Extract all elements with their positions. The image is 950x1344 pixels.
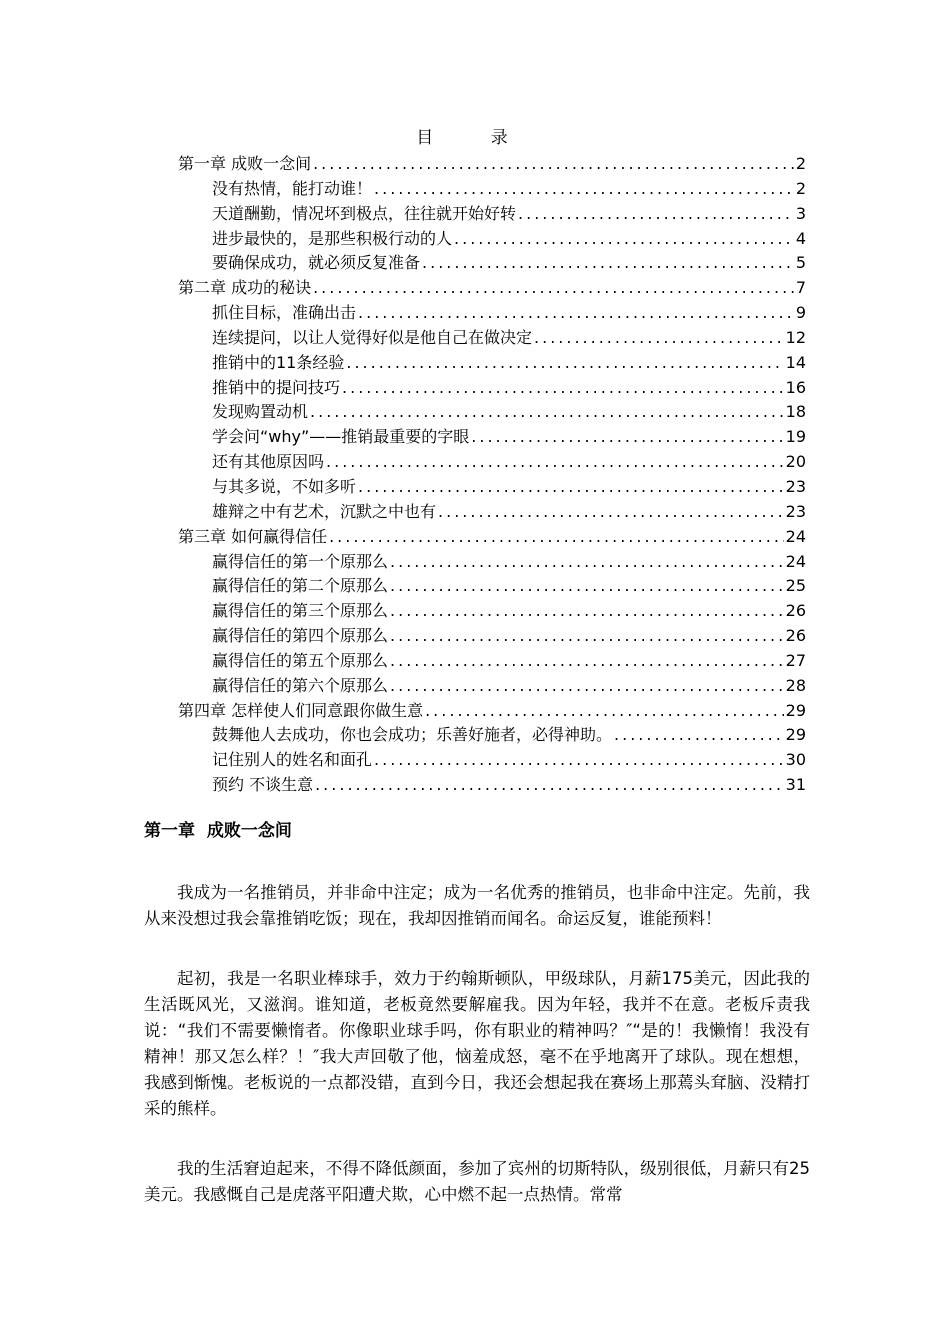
toc-entry-text: 预约 不谈生意	[212, 775, 314, 795]
toc-entry-text: 天道酬勤，情况坏到极点，往往就开始好转	[212, 203, 517, 223]
toc-entry-text: 还有其他原因吗	[212, 452, 325, 472]
toc-entry-text: 抓住目标，准确出击	[212, 303, 357, 323]
toc-section-entry[interactable]	[178, 450, 806, 475]
toc-page-number: 24	[785, 551, 806, 571]
toc-dot-leader	[390, 649, 784, 673]
toc-page-number: 30	[785, 750, 806, 770]
toc-section-entry[interactable]	[178, 326, 806, 351]
toc-page-number: 9	[795, 303, 806, 323]
toc-dot-leader	[313, 152, 794, 176]
toc-dot-leader	[422, 251, 794, 275]
toc-entry-text: 记住别人的姓名和面孔	[212, 750, 373, 770]
paragraph-text: 起初，我是一名职业棒球手，效力于约翰斯顿队，甲级球队，月薪175美元，因此我的生活既风光，又滋润。谁知道，老板竟然要解雇我。因为年轻，我并不在意。老板斥责我说：“我们不需要懒惰者。你像职业球手吗，你有职业的精神吗？″“是的！我懒惰！我没有精神！那又怎么样？！″我大声回敬了他，恼羞成怒，毫不在乎地离开了球队。现在想想，我感到惭愧。老板说的一点都没错，直到今日，我还会想起我在赛场上那蔫头耷脑、没精打采的熊样。	[144, 969, 810, 1118]
toc-entry-text: 赢得信任的第五个原那么	[212, 650, 389, 670]
chapter-heading: 第一章 成败一念间	[144, 821, 292, 841]
toc-dot-leader	[358, 475, 784, 499]
toc-page-number: 23	[785, 476, 806, 496]
toc-entry-text: 赢得信任的第六个原那么	[212, 675, 389, 695]
toc-section-entry[interactable]	[178, 773, 806, 798]
toc-entry-text: 推销中的11条经验	[212, 352, 345, 372]
toc-dot-leader	[374, 177, 794, 201]
toc-entry-text: 推销中的提问技巧	[212, 377, 341, 397]
toc-page-number: 27	[785, 650, 806, 670]
body-paragraph-3	[144, 1156, 810, 1208]
toc-entry-text: 赢得信任的第一个原那么	[212, 551, 389, 571]
toc-section-entry[interactable]	[178, 475, 806, 500]
toc-section-entry[interactable]	[178, 425, 806, 450]
toc-dot-leader	[390, 599, 784, 623]
toc-entry-text: 第一章 成败一念间	[178, 154, 312, 173]
paragraph-text: 我的生活窘迫起来，不得不降低颜面，参加了宾州的切斯特队，级别很低，月薪只有25美元。我感慨自己是虎落平阳遭犬欺，心中燃不起一点热情。常常	[144, 1159, 810, 1204]
toc-page-number: 28	[785, 675, 806, 695]
toc-entry-text: 没有热情，能打动谁！	[212, 178, 373, 198]
toc-section-entry[interactable]	[178, 376, 806, 401]
toc-page-number: 31	[785, 775, 806, 795]
toc-dot-leader	[471, 425, 783, 449]
toc-section-entry[interactable]	[178, 624, 806, 649]
toc-dot-leader	[390, 674, 784, 698]
toc-dot-leader	[614, 723, 784, 747]
toc-chapter-entry[interactable]	[178, 699, 806, 724]
toc-dot-leader	[346, 351, 783, 375]
toc-page-number: 14	[785, 352, 806, 372]
toc-page-number: 26	[785, 626, 806, 646]
toc-page-number: 7	[795, 278, 806, 298]
toc-page-number: 4	[795, 228, 806, 248]
toc-chapter-entry[interactable]	[178, 152, 806, 177]
toc-entry-text: 与其多说，不如多听	[212, 476, 357, 496]
toc-page-number: 29	[785, 725, 806, 745]
toc-dot-leader	[390, 550, 784, 574]
toc-page-number: 19	[785, 427, 806, 447]
toc-dot-leader	[518, 202, 794, 226]
toc-section-entry[interactable]	[178, 649, 806, 674]
toc-dot-leader	[342, 376, 784, 400]
toc-page-number: 12	[785, 327, 806, 347]
toc-dot-leader	[390, 624, 784, 648]
toc-section-entry[interactable]	[178, 251, 806, 276]
toc-page-number: 2	[795, 154, 806, 173]
toc-entry-text: 要确保成功，就必须反复准备	[212, 253, 421, 273]
toc-section-entry[interactable]	[178, 574, 806, 599]
toc-chapter-entry[interactable]	[178, 276, 806, 301]
toc-entry-text: 进步最快的，是那些积极行动的人	[212, 228, 453, 248]
toc-page-number: 20	[785, 452, 806, 472]
toc-section-entry[interactable]	[178, 674, 806, 699]
toc-section-entry[interactable]	[178, 599, 806, 624]
toc-section-entry[interactable]	[178, 301, 806, 326]
toc-section-entry[interactable]	[178, 227, 806, 252]
toc-page-number: 3	[795, 203, 806, 223]
toc-dot-leader	[454, 227, 794, 251]
body-paragraph-2	[144, 966, 810, 1122]
toc-entry-text: 连续提问，以让人觉得好似是他自己在做决定	[212, 327, 533, 347]
toc-entry-text: 鼓舞他人去成功，你也会成功；乐善好施者，必得神助。	[212, 725, 613, 745]
toc-page-number: 23	[785, 501, 806, 521]
toc-dot-leader	[425, 699, 784, 723]
toc-section-entry[interactable]	[178, 351, 806, 376]
toc-page-number: 29	[785, 700, 806, 720]
toc-section-entry[interactable]	[178, 400, 806, 425]
toc-section-entry[interactable]	[178, 723, 806, 748]
toc-page-number: 25	[785, 576, 806, 596]
toc-entry-text: 赢得信任的第二个原那么	[212, 576, 389, 596]
toc-section-entry[interactable]	[178, 500, 806, 525]
toc-entry-text: 第三章 如何赢得信任	[178, 526, 328, 546]
toc-page-number: 2	[795, 178, 806, 198]
toc-entry-text: 发现购置动机	[212, 402, 309, 422]
toc-entry-text: 学会问“why”——推销最重要的字眼	[212, 427, 470, 447]
toc-dot-leader	[438, 500, 784, 524]
toc-page-number: 5	[795, 253, 806, 273]
toc-page-number: 18	[785, 402, 806, 422]
paragraph-text: 我成为一名推销员，并非命中注定；成为一名优秀的推销员，也非命中注定。先前，我从来没想过我会靠推销吃饭；现在，我却因推销而闻名。命运反复，谁能预料！	[144, 883, 810, 928]
table-of-contents	[178, 152, 806, 798]
toc-entry-text: 第四章 怎样使人们同意跟你做生意	[178, 700, 424, 720]
toc-section-entry[interactable]	[178, 748, 806, 773]
toc-section-entry[interactable]	[178, 550, 806, 575]
toc-dot-leader	[326, 450, 784, 474]
toc-entry-text: 赢得信任的第三个原那么	[212, 601, 389, 621]
toc-section-entry[interactable]	[178, 177, 806, 202]
toc-dot-leader	[534, 326, 784, 350]
toc-dot-leader	[358, 301, 794, 325]
toc-page-number: 24	[785, 526, 806, 546]
toc-section-entry[interactable]	[178, 202, 806, 227]
toc-page-number: 16	[785, 377, 806, 397]
toc-entry-text: 赢得信任的第四个原那么	[212, 626, 389, 646]
toc-dot-leader	[374, 748, 784, 772]
toc-dot-leader	[315, 773, 784, 797]
toc-dot-leader	[390, 574, 784, 598]
toc-title: 目 录	[416, 128, 534, 148]
toc-chapter-entry[interactable]	[178, 525, 806, 550]
body-paragraph-1	[144, 880, 810, 932]
toc-dot-leader	[313, 276, 794, 300]
toc-entry-text: 雄辩之中有艺术，沉默之中也有	[212, 501, 437, 521]
toc-dot-leader	[310, 400, 784, 424]
toc-entry-text: 第二章 成功的秘诀	[178, 278, 312, 298]
toc-dot-leader	[329, 525, 784, 549]
toc-page-number: 26	[785, 601, 806, 621]
